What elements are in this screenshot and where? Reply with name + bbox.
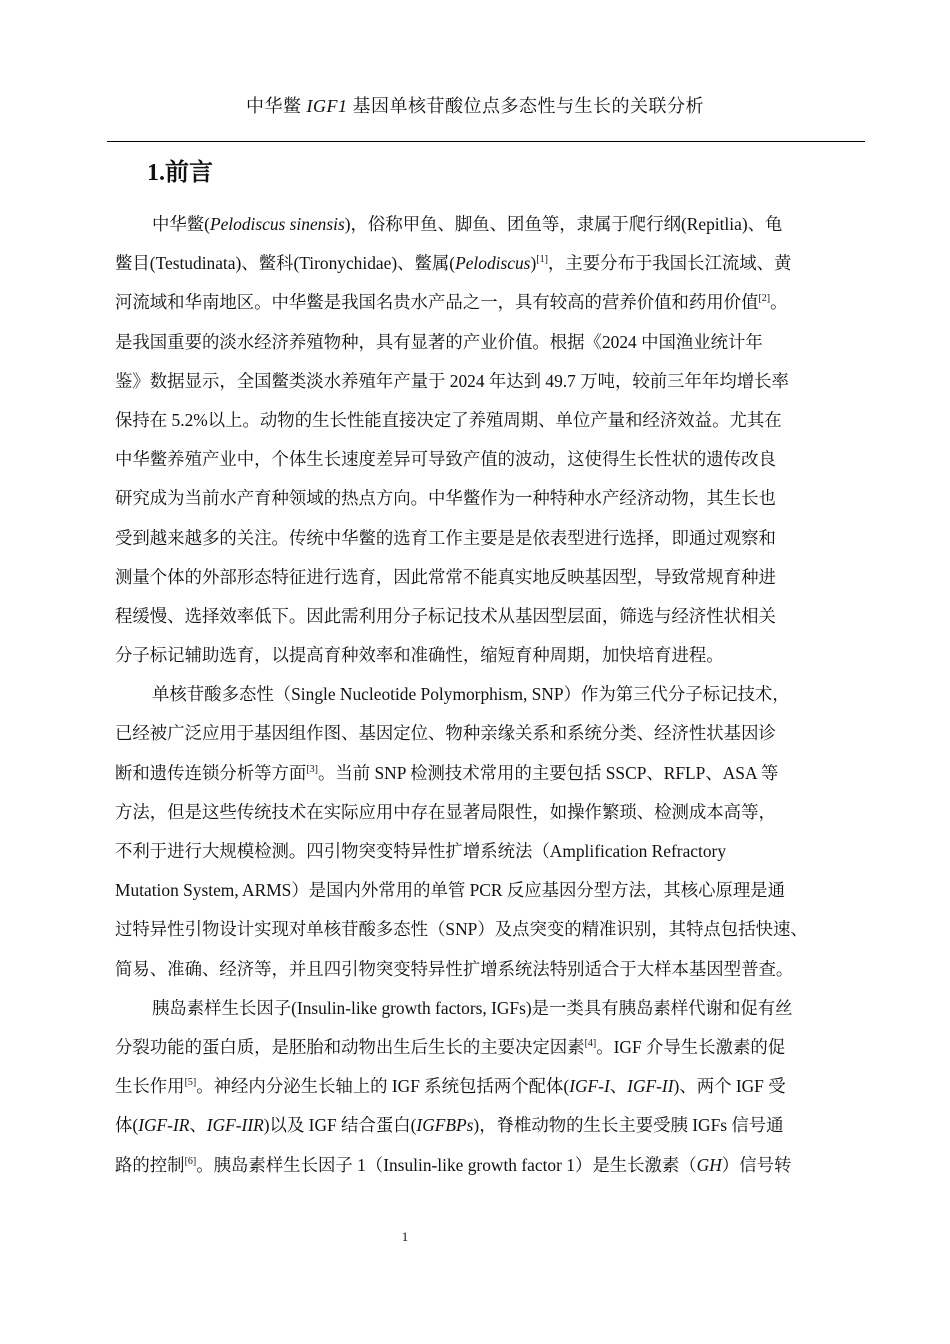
- text-line: 受到越来越多的关注。传统中华鳖的选育工作主要是是依表型进行选择，即通过观察和: [115, 527, 776, 548]
- page-number: 1: [401, 1229, 409, 1244]
- text-line: 是我国重要的淡水经济养殖物种，具有显著的产业价值。根据《2024 中国渔业统计年: [115, 331, 763, 352]
- text-line: 程缓慢、选择效率低下。因此需利用分子标记技术从基因型层面，筛选与经济性状相关: [115, 605, 776, 626]
- text-line: 测量个体的外部形态特征进行选育，因此常常不能真实地反映基因型，导致常规育种进: [115, 566, 776, 587]
- text-line: 路的控制[6]。胰岛素样生长因子 1（Insulin-like growth factor 1）是生长激素（GH）信号转: [115, 1154, 792, 1175]
- section-heading: 1.前言: [147, 160, 213, 186]
- text-line: 分子标记辅助选育，以提高育种效率和准确性，缩短育种周期，加快培育进程。: [115, 645, 724, 666]
- text-line: 生长作用[5]。神经内分泌生长轴上的 IGF 系统包括两个配体(IGF-I、IGF-II)、两个 IGF 受: [115, 1076, 786, 1097]
- text-line: 简易、准确、经济等，并且四引物突变特异性扩增系统法特别适合于大样本基因型普查。: [115, 958, 794, 979]
- text-line: 分裂功能的蛋白质，是胚胎和动物出生后生长的主要决定因素[4]。IGF 介导生长激素的促: [115, 1036, 786, 1057]
- header-rule: [107, 141, 865, 142]
- text-line: 不利于进行大规模检测。四引物突变特异性扩增系统法（Amplification Refractory: [115, 841, 727, 861]
- text-line: 过特异性引物设计实现对单核苷酸多态性（SNP）及点突变的精准识别，其特点包括快速、: [115, 919, 808, 940]
- text-line: 研究成为当前水产育种领域的热点方向。中华鳖作为一种特种水产经济动物，其生长也: [115, 488, 776, 509]
- text-line: 断和遗传连锁分析等方面[3]。当前 SNP 检测技术常用的主要包括 SSCP、RFLP、ASA 等: [115, 762, 779, 783]
- header-text: 中华鳖: [246, 96, 307, 116]
- text-line: 胰岛素样生长因子(Insulin-like growth factors, IGFs)是一类具有胰岛素样代谢和促有丝: [152, 997, 793, 1018]
- running-header: [0, 92, 950, 118]
- text-line: 单核苷酸多态性（Single Nucleotide Polymorphism, SNP）作为第三代分子标记技术，: [152, 684, 790, 705]
- citation: [2]: [758, 293, 771, 305]
- text-line: 已经被广泛应用于基因组作图、基因定位、物种亲缘关系和系统分类、经济性状基因诊: [115, 723, 776, 744]
- body-text: [115, 208, 870, 1188]
- text-line: 中华鳖(Pelodiscus sinensis)，俗称甲鱼、脚鱼、团鱼等，隶属于爬行纲(Repitlia)、龟: [152, 214, 783, 234]
- text-line: 方法，但是这些传统技术在实际应用中存在显著局限性，如操作繁琐、检测成本高等，: [115, 801, 776, 822]
- citation: [5]: [184, 1077, 197, 1089]
- text-line: 河流域和华南地区。中华鳖是我国名贵水产品之一，具有较高的营养价值和药用价值[2]。: [115, 292, 788, 313]
- citation: [1]: [536, 254, 548, 266]
- citation: [4]: [584, 1037, 597, 1049]
- text-line: 鉴》数据显示，全国鳖类淡水养殖年产量于 2024 年达到 49.7 万吨，较前三年年均增长率: [115, 370, 789, 391]
- text-line: Mutation System, ARMS）是国内外常用的单管 PCR 反应基因分型方法，其核心原理是通: [115, 880, 786, 901]
- text-line: 鳖目(Testudinata)、鳖科(Tironychidae)、鳖属(Pelodiscus)[1]，主要分布于我国长江流域、黄: [115, 253, 792, 274]
- text-line: 保持在 5.2%以上。动物的生长性能直接决定了养殖周期、单位产量和经济效益。尤其在: [115, 409, 782, 430]
- header-gene-name: IGF1: [306, 96, 348, 116]
- text-line: 体(IGF-IR、IGF-IIR)以及 IGF 结合蛋白(IGFBPs)，脊椎动物的生长主要受胰 IGFs 信号通: [115, 1115, 784, 1136]
- citation: [6]: [184, 1155, 197, 1167]
- text-line: 中华鳖养殖产业中，个体生长速度差异可导致产值的波动，这使得生长性状的遗传改良: [115, 449, 776, 470]
- header-text: 基因单核苷酸位点多态性与生长的关联分析: [347, 96, 704, 116]
- citation: [3]: [306, 763, 318, 775]
